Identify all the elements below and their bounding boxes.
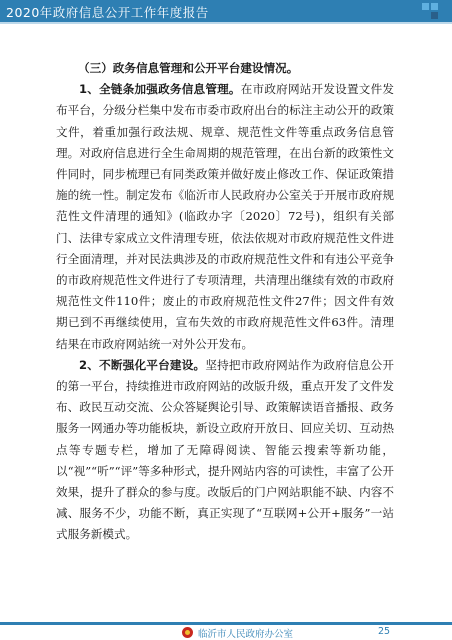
page-number: 25 xyxy=(378,626,391,637)
paragraph-info-management xyxy=(56,79,394,355)
government-emblem-icon xyxy=(182,627,193,638)
item-lead: 2、不断强化平台建设。 xyxy=(79,357,206,372)
item-lead: 1、全链条加强政务信息管理。 xyxy=(79,82,241,97)
page-header xyxy=(0,0,452,22)
section-heading: （三）政务信息管理和公开平台建设情况。 xyxy=(78,61,299,75)
item-body: 坚持把市政府网站作为政府信息公开的第一平台，持续推进市政府网站的改版升级，重点开发了文件发布、政民互动交流、公众答疑舆论引导、政策解读语音播报、政务服务一网通办等功能板块，新设立政府开放日、回应关切、互动热点等专题专栏，增加了无障碍阅读、智能云搜索等新功能，以“视”“听”“评”等多种形式，提升网站内容的可读性，丰富了公开效果，提升了群众的参与度。改版后的门户网站职能不缺、内容不减、服务不少，功能不断，真正实现了“互联网+公开+服务”一站式服务新模式。 xyxy=(56,357,394,542)
header-title: 2020年政府信息公开工作年度报告 xyxy=(6,5,209,20)
item-body: 在市政府网站开发设置文件发布平台，分级分栏集中发布市委市政府出台的标注主动公开的政策文件，着重加强行政法规、规章、规范性文件等重点政务信息管理。对政府信息进行全生命周期的规范管理，在出台新的政策性文件同时，同步梳理已有同类政策并做好废止修改工作、保证政策措施的统一性。制定发布《临沂市人民政府办公室关于开展市政府规范性文件清理的通知》(临政办字〔2020〕72号)，组织有关部门、法律专家成立文件清理专班，依法依规对市政府规范性文件进行全面清理，并对民法典涉及的市政府规范性文件和有违公平竞争的市政府规范性文件进行了专项清理，共清理出继续有效的市政府规范性文件110件；废止的市政府规范性文件27件；因文件有效期已到不再继续使用，宣布失效的市政府规范性文件63件。清理结果在市政府网站统一对外公开发布。 xyxy=(56,82,394,351)
paragraph-platform-building xyxy=(56,355,394,546)
footer-organization: 临沂市人民政府办公室 xyxy=(198,629,294,640)
corner-squares-icon xyxy=(422,3,438,19)
footer-divider xyxy=(0,622,452,625)
report-body xyxy=(56,58,394,546)
header-divider xyxy=(0,22,452,24)
